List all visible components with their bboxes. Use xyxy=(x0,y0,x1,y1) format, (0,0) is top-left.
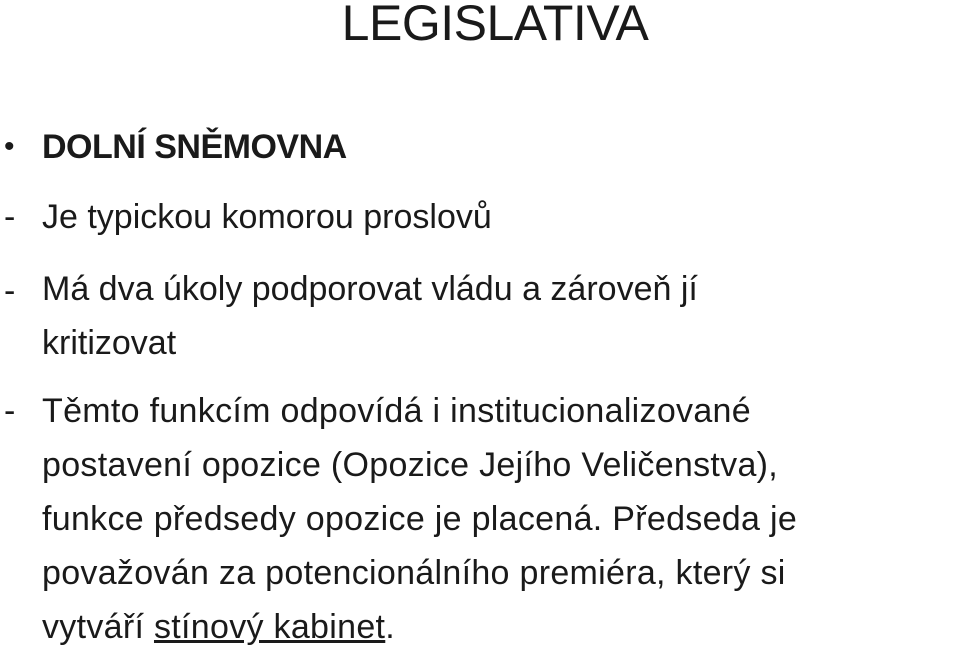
dash-marker: - xyxy=(4,392,16,430)
last-line-suffix: . xyxy=(385,608,396,646)
underlined-term: stínový kabinet xyxy=(153,608,386,646)
slide-title: LEGISLATIVA xyxy=(341,0,649,51)
bullet-heading xyxy=(0,118,960,176)
last-line-prefix: vytváří xyxy=(42,608,154,646)
item-line: Těmto funkcím odpovídá i institucionalizované xyxy=(42,392,751,430)
dash-item-1 xyxy=(0,188,960,246)
section-heading: DOLNÍ SNĚMOVNA xyxy=(42,128,347,166)
item-line: Má dva úkoly podporovat vládu a zároveň jí xyxy=(42,270,698,308)
dash-marker: - xyxy=(4,198,16,236)
dash-marker: - xyxy=(4,272,16,310)
slide-content xyxy=(0,118,960,654)
item-line: kritizovat xyxy=(42,324,177,362)
item-line: postavení opozice (Opozice Jejího Veličenstva), xyxy=(42,446,779,484)
item-line: považován za potencionálního premiéra, který si xyxy=(42,554,786,592)
item-last-line xyxy=(42,600,960,654)
dash-item-2 xyxy=(0,262,960,370)
dash-item-3 xyxy=(0,384,960,654)
bullet-icon: • xyxy=(4,130,15,163)
item-line: Je typickou komorou proslovů xyxy=(42,198,492,236)
item-line: funkce předsedy opozice je placená. Předseda je xyxy=(42,500,798,538)
